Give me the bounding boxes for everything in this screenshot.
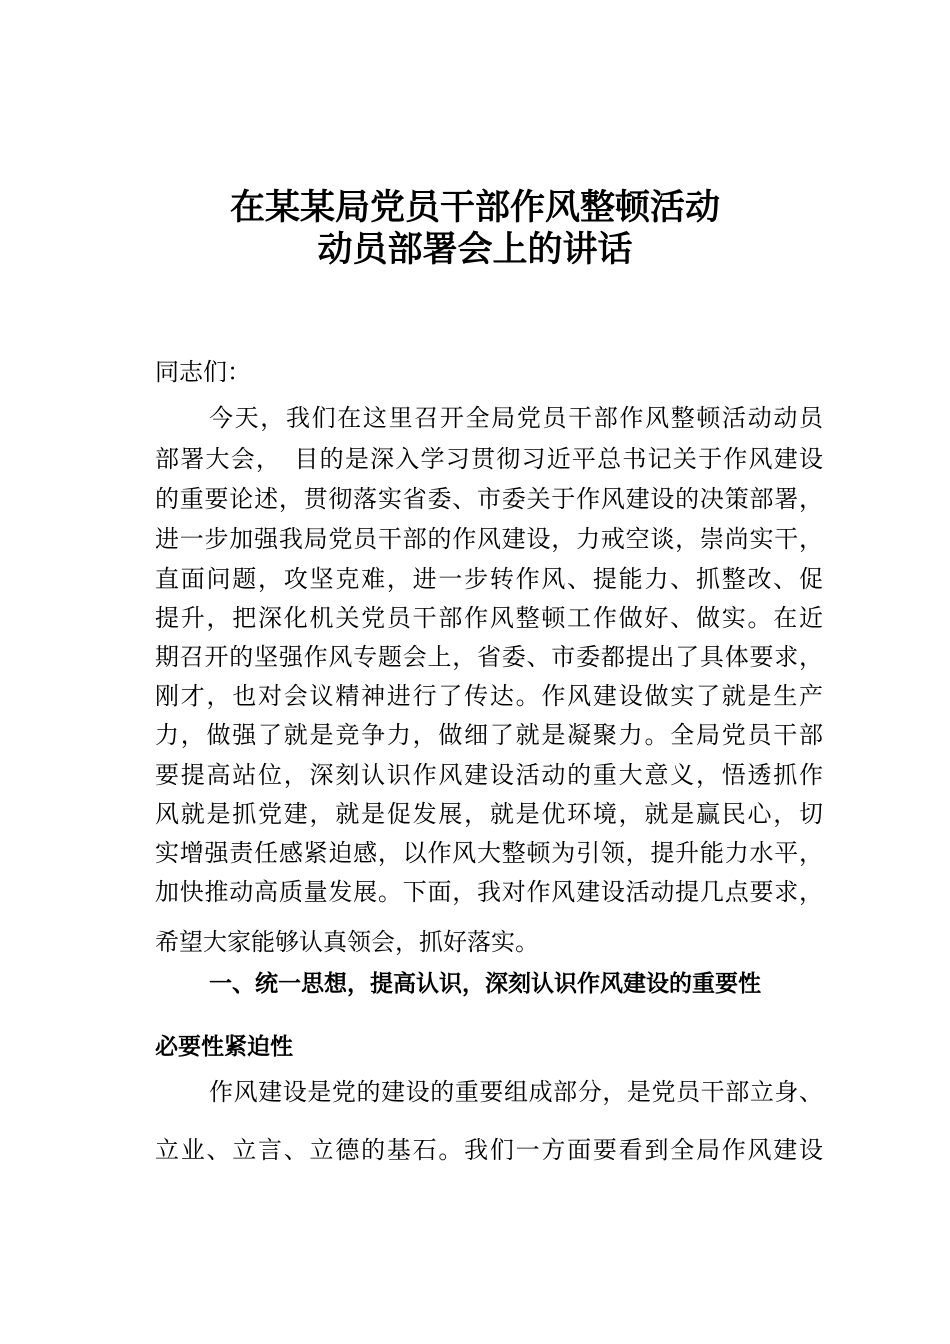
intro-paragraph-line: 加快推动高质量发展。下面，我对作风建设活动提几点要求， [155,878,823,906]
intro-paragraph-line: 提升，把深化机关党员干部作风整顿工作做好、做实。在近 [155,604,823,632]
intro-paragraph-line: 实增强责任感紧迫感，以作风大整顿为引领，提升能力水平， [155,839,823,867]
intro-paragraph-line: 进一步加强我局党员干部的作风建设，力戒空谈，崇尚实干， [155,525,823,553]
intro-paragraph-line: 今天，我们在这里召开全局党员干部作风整顿活动动员 [209,404,823,432]
section-paragraph-line: 作风建设是党的建设的重要组成部分，是党员干部立身、 [209,1078,823,1106]
intro-paragraph-line: 部署大会， 目的是深入学习贯彻习近平总书记关于作风建设 [155,445,823,473]
document-title-line-2: 动员部署会上的讲话 [317,230,633,270]
section-heading-continuation: 必要性紧迫性 [155,1034,293,1060]
salutation: 同志们： [155,358,251,386]
intro-paragraph-line: 刚才，也对会议精神进行了传达。作风建设做实了就是生产 [155,682,823,710]
section-heading: 一、统一思想，提高认识，深刻认识作风建设的重要性 [209,971,761,997]
intro-paragraph-line: 力，做强了就是竞争力，做细了就是凝聚力。全局党员干部 [155,721,823,749]
intro-paragraph-line: 希望大家能够认真领会，抓好落实。 [155,928,539,956]
section-paragraph-line: 立业、立言、立德的基石。我们一方面要看到全局作风建设 [155,1136,823,1164]
intro-paragraph-line: 的重要论述，贯彻落实省委、市委关于作风建设的决策部署， [155,485,823,513]
intro-paragraph-line: 直面问题，攻坚克难，进一步转作风、提能力、抓整改、促 [155,565,823,593]
intro-paragraph-line: 风就是抓党建，就是促发展，就是优环境，就是赢民心，切 [155,800,823,828]
document-title-line-1: 在某某局党员干部作风整顿活动 [229,188,720,228]
intro-paragraph-line: 期召开的坚强作风专题会上，省委、市委都提出了具体要求， [155,643,823,671]
intro-paragraph-line: 要提高站位，深刻认识作风建设活动的重大意义，悟透抓作 [155,761,823,789]
